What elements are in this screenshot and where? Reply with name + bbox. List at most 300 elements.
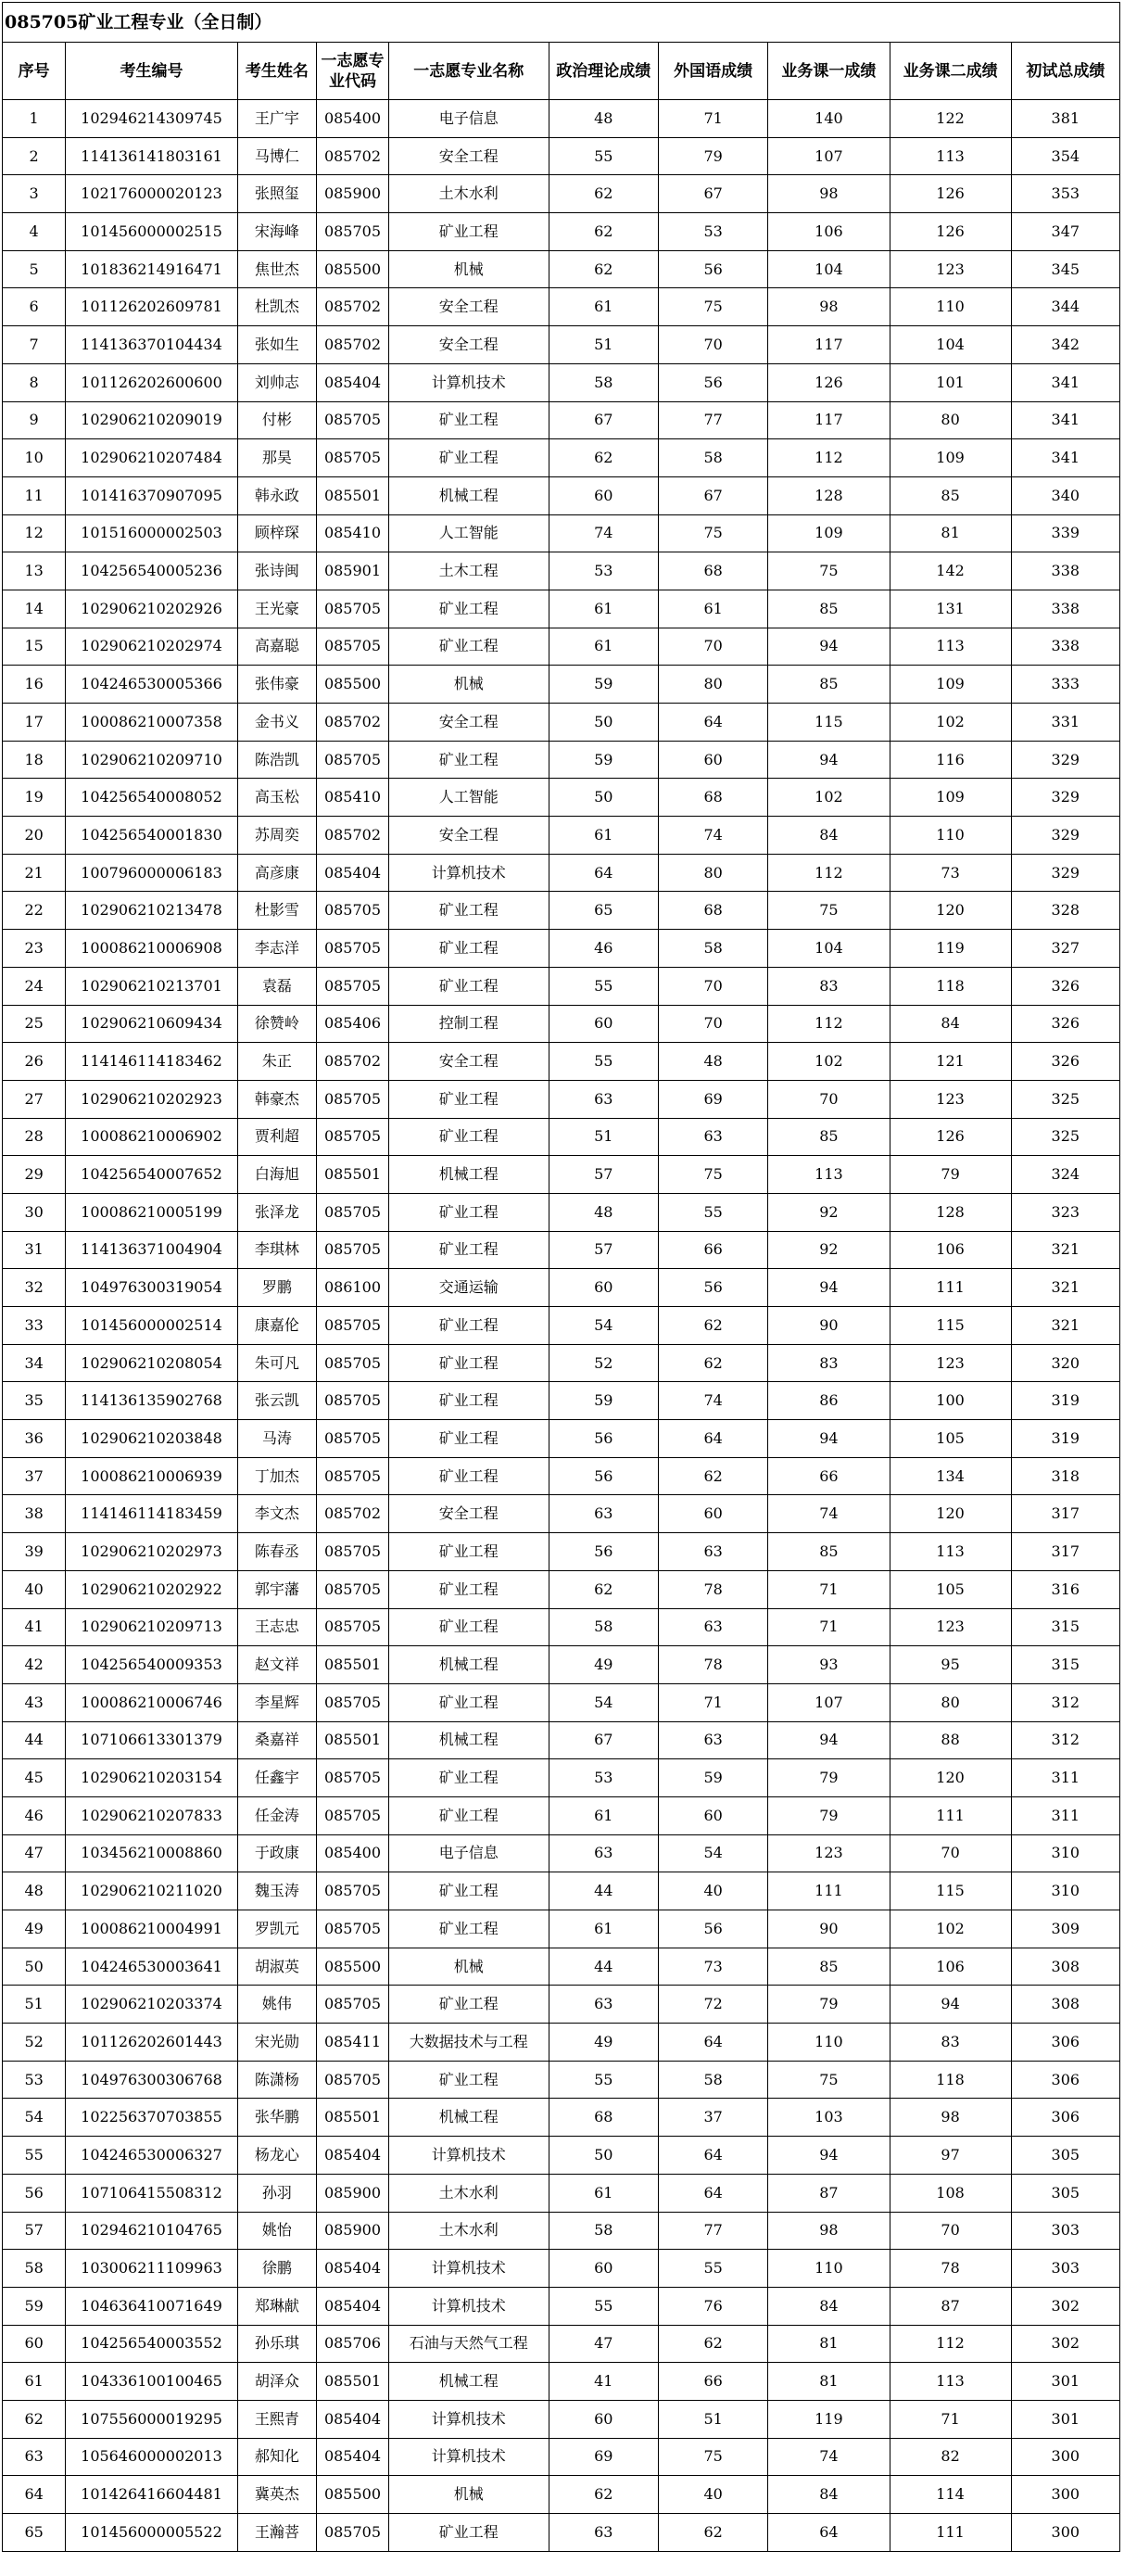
cell-politics: 59: [549, 741, 658, 779]
cell-major-name: 矿业工程: [388, 1382, 549, 1420]
table-row: [3, 476, 1120, 514]
cell-subject-two: 106: [890, 1948, 1011, 1986]
cell-major-name: 安全工程: [388, 288, 549, 326]
cell-total: 311: [1011, 1796, 1119, 1834]
cell-major-name: 机械工程: [388, 2363, 549, 2401]
cell-politics: 67: [549, 401, 658, 439]
cell-subject-one: 85: [768, 590, 890, 628]
cell-major-code: 085900: [317, 2212, 389, 2250]
cell-subject-two: 70: [890, 2212, 1011, 2250]
cell-total: 301: [1011, 2400, 1119, 2438]
cell-subject-two: 113: [890, 628, 1011, 666]
table-row: [3, 741, 1120, 779]
cell-name: 马博仁: [237, 137, 316, 175]
cell-subject-one: 126: [768, 363, 890, 401]
cell-name: 胡泽众: [237, 2363, 316, 2401]
table-row: [3, 2250, 1120, 2288]
cell-major-code: 085705: [317, 1307, 389, 1345]
cell-subject-one: 104: [768, 930, 890, 968]
cell-foreign-language: 66: [658, 1231, 767, 1269]
table-row: [3, 892, 1120, 930]
cell-index: 31: [3, 1231, 66, 1269]
cell-subject-one: 93: [768, 1646, 890, 1684]
cell-major-code: 085702: [317, 704, 389, 742]
header-col-exam-id: 考生编号: [66, 43, 238, 100]
cell-subject-one: 79: [768, 1759, 890, 1797]
cell-name: 张华鹏: [237, 2099, 316, 2137]
cell-total: 381: [1011, 100, 1119, 138]
cell-exam-id: 103456210008860: [66, 1834, 238, 1872]
cell-index: 49: [3, 1910, 66, 1948]
cell-name: 李文杰: [237, 1495, 316, 1533]
cell-name: 陈潇杨: [237, 2061, 316, 2099]
cell-major-name: 计算机技术: [388, 2400, 549, 2438]
cell-subject-two: 115: [890, 1872, 1011, 1910]
cell-politics: 61: [549, 817, 658, 855]
cell-index: 1: [3, 100, 66, 138]
cell-politics: 62: [549, 213, 658, 251]
cell-major-name: 矿业工程: [388, 628, 549, 666]
cell-index: 59: [3, 2287, 66, 2325]
cell-index: 36: [3, 1420, 66, 1458]
cell-major-name: 计算机技术: [388, 363, 549, 401]
cell-major-code: 085705: [317, 590, 389, 628]
cell-politics: 62: [549, 439, 658, 477]
cell-subject-one: 111: [768, 1872, 890, 1910]
cell-total: 326: [1011, 1043, 1119, 1081]
cell-exam-id: 101416370907095: [66, 476, 238, 514]
cell-politics: 64: [549, 854, 658, 892]
cell-total: 338: [1011, 590, 1119, 628]
cell-exam-id: 107106613301379: [66, 1721, 238, 1759]
cell-subject-one: 94: [768, 2137, 890, 2175]
cell-name: 朱可凡: [237, 1344, 316, 1382]
cell-major-name: 矿业工程: [388, 741, 549, 779]
cell-name: 朱正: [237, 1043, 316, 1081]
cell-politics: 68: [549, 2099, 658, 2137]
cell-subject-one: 128: [768, 476, 890, 514]
cell-total: 331: [1011, 704, 1119, 742]
cell-name: 孙羽: [237, 2174, 316, 2212]
cell-subject-two: 81: [890, 514, 1011, 552]
cell-index: 23: [3, 930, 66, 968]
cell-total: 300: [1011, 2438, 1119, 2476]
table-row: [3, 439, 1120, 477]
cell-name: 张诗闽: [237, 552, 316, 590]
cell-foreign-language: 66: [658, 2363, 767, 2401]
cell-politics: 55: [549, 1043, 658, 1081]
cell-politics: 60: [549, 1269, 658, 1307]
cell-major-code: 085411: [317, 2024, 389, 2062]
cell-politics: 56: [549, 1533, 658, 1571]
cell-name: 刘帅志: [237, 363, 316, 401]
cell-major-code: 085705: [317, 967, 389, 1005]
cell-major-name: 矿业工程: [388, 2514, 549, 2552]
cell-exam-id: 101836214916471: [66, 250, 238, 288]
cell-major-name: 矿业工程: [388, 892, 549, 930]
cell-subject-two: 142: [890, 552, 1011, 590]
cell-major-name: 石油与天然气工程: [388, 2325, 549, 2363]
page-title: 085705矿业工程专业（全日制）: [2, 2, 1120, 42]
cell-total: 341: [1011, 439, 1119, 477]
cell-politics: 63: [549, 1080, 658, 1118]
cell-major-code: 085705: [317, 628, 389, 666]
cell-index: 54: [3, 2099, 66, 2137]
cell-major-code: 085702: [317, 288, 389, 326]
cell-index: 7: [3, 326, 66, 364]
cell-politics: 61: [549, 2174, 658, 2212]
table-row: [3, 1005, 1120, 1043]
cell-foreign-language: 63: [658, 1608, 767, 1646]
cell-subject-two: 131: [890, 590, 1011, 628]
cell-name: 魏玉涛: [237, 1872, 316, 1910]
cell-total: 326: [1011, 967, 1119, 1005]
cell-major-code: 085705: [317, 1344, 389, 1382]
cell-name: 金书义: [237, 704, 316, 742]
cell-foreign-language: 55: [658, 2250, 767, 2288]
table-row: [3, 704, 1120, 742]
cell-major-code: 085900: [317, 2174, 389, 2212]
cell-name: 宋光勋: [237, 2024, 316, 2062]
cell-total: 300: [1011, 2476, 1119, 2514]
table-row: [3, 1872, 1120, 1910]
cell-foreign-language: 63: [658, 1721, 767, 1759]
cell-major-name: 矿业工程: [388, 1118, 549, 1156]
cell-total: 306: [1011, 2099, 1119, 2137]
cell-subject-one: 83: [768, 967, 890, 1005]
cell-exam-id: 104636410071649: [66, 2287, 238, 2325]
cell-foreign-language: 48: [658, 1043, 767, 1081]
cell-subject-one: 94: [768, 628, 890, 666]
cell-subject-one: 81: [768, 2363, 890, 2401]
table-row: [3, 1269, 1120, 1307]
cell-name: 李志洋: [237, 930, 316, 968]
cell-politics: 53: [549, 552, 658, 590]
table-row: [3, 779, 1120, 817]
cell-major-code: 085705: [317, 213, 389, 251]
cell-total: 310: [1011, 1872, 1119, 1910]
cell-exam-id: 100086210004991: [66, 1910, 238, 1948]
cell-index: 3: [3, 175, 66, 213]
cell-name: 王瀚菩: [237, 2514, 316, 2552]
cell-exam-id: 104976300306768: [66, 2061, 238, 2099]
table-row: [3, 552, 1120, 590]
cell-foreign-language: 76: [658, 2287, 767, 2325]
cell-subject-one: 84: [768, 2287, 890, 2325]
header-col-subject-one: 业务课一成绩: [768, 43, 890, 100]
cell-subject-one: 94: [768, 741, 890, 779]
cell-total: 347: [1011, 213, 1119, 251]
table-row: [3, 628, 1120, 666]
cell-total: 341: [1011, 363, 1119, 401]
cell-index: 50: [3, 1948, 66, 1986]
cell-major-name: 土木水利: [388, 2212, 549, 2250]
cell-exam-id: 102906210209713: [66, 1608, 238, 1646]
cell-subject-one: 107: [768, 137, 890, 175]
cell-index: 18: [3, 741, 66, 779]
cell-total: 326: [1011, 1005, 1119, 1043]
cell-total: 329: [1011, 854, 1119, 892]
cell-name: 杜凯杰: [237, 288, 316, 326]
cell-foreign-language: 70: [658, 326, 767, 364]
cell-name: 罗鹏: [237, 1269, 316, 1307]
cell-politics: 61: [549, 1910, 658, 1948]
cell-major-code: 085705: [317, 1533, 389, 1571]
cell-total: 339: [1011, 514, 1119, 552]
cell-subject-two: 78: [890, 2250, 1011, 2288]
cell-foreign-language: 79: [658, 137, 767, 175]
cell-total: 329: [1011, 817, 1119, 855]
cell-index: 17: [3, 704, 66, 742]
cell-subject-one: 79: [768, 1986, 890, 2024]
cell-politics: 57: [549, 1156, 658, 1194]
cell-major-name: 矿业工程: [388, 1872, 549, 1910]
cell-subject-two: 105: [890, 1570, 1011, 1608]
cell-exam-id: 100086210006902: [66, 1118, 238, 1156]
cell-politics: 62: [549, 2476, 658, 2514]
table-row: [3, 1307, 1120, 1345]
cell-subject-two: 110: [890, 288, 1011, 326]
cell-major-name: 计算机技术: [388, 2250, 549, 2288]
cell-major-name: 矿业工程: [388, 1608, 549, 1646]
cell-index: 26: [3, 1043, 66, 1081]
cell-subject-one: 70: [768, 1080, 890, 1118]
cell-index: 19: [3, 779, 66, 817]
table-row: [3, 1382, 1120, 1420]
cell-subject-one: 85: [768, 1533, 890, 1571]
cell-subject-two: 85: [890, 476, 1011, 514]
cell-index: 58: [3, 2250, 66, 2288]
cell-subject-one: 112: [768, 439, 890, 477]
cell-subject-one: 66: [768, 1457, 890, 1495]
table-row: [3, 1721, 1120, 1759]
cell-politics: 56: [549, 1457, 658, 1495]
cell-subject-two: 84: [890, 1005, 1011, 1043]
cell-exam-id: 100086210005199: [66, 1193, 238, 1231]
cell-foreign-language: 69: [658, 1080, 767, 1118]
cell-total: 345: [1011, 250, 1119, 288]
cell-major-code: 086100: [317, 1269, 389, 1307]
cell-major-name: 矿业工程: [388, 1570, 549, 1608]
cell-exam-id: 102906210202923: [66, 1080, 238, 1118]
table-row: [3, 2024, 1120, 2062]
cell-index: 47: [3, 1834, 66, 1872]
cell-name: 赵文祥: [237, 1646, 316, 1684]
cell-exam-id: 104256540003552: [66, 2325, 238, 2363]
cell-name: 胡淑英: [237, 1948, 316, 1986]
cell-total: 305: [1011, 2137, 1119, 2175]
cell-subject-one: 140: [768, 100, 890, 138]
cell-exam-id: 102906210209019: [66, 401, 238, 439]
cell-index: 37: [3, 1457, 66, 1495]
cell-foreign-language: 64: [658, 2174, 767, 2212]
table-row: [3, 1156, 1120, 1194]
cell-subject-two: 104: [890, 326, 1011, 364]
cell-major-name: 矿业工程: [388, 967, 549, 1005]
cell-politics: 60: [549, 2250, 658, 2288]
cell-major-code: 085702: [317, 1495, 389, 1533]
table-body: [3, 100, 1120, 2552]
cell-foreign-language: 58: [658, 2061, 767, 2099]
cell-exam-id: 102906210203848: [66, 1420, 238, 1458]
table-row: [3, 2061, 1120, 2099]
cell-exam-id: 103006211109963: [66, 2250, 238, 2288]
cell-major-code: 085705: [317, 1457, 389, 1495]
cell-foreign-language: 51: [658, 2400, 767, 2438]
table-row: [3, 1457, 1120, 1495]
cell-subject-two: 71: [890, 2400, 1011, 2438]
cell-major-name: 电子信息: [388, 1834, 549, 1872]
cell-name: 于政康: [237, 1834, 316, 1872]
cell-subject-one: 75: [768, 892, 890, 930]
cell-exam-id: 102906210202973: [66, 1533, 238, 1571]
cell-total: 305: [1011, 2174, 1119, 2212]
cell-subject-two: 120: [890, 1495, 1011, 1533]
cell-subject-one: 123: [768, 1834, 890, 1872]
cell-major-code: 085901: [317, 552, 389, 590]
cell-exam-id: 101456000002515: [66, 213, 238, 251]
cell-foreign-language: 64: [658, 2024, 767, 2062]
cell-foreign-language: 70: [658, 967, 767, 1005]
cell-index: 5: [3, 250, 66, 288]
cell-major-code: 085404: [317, 2438, 389, 2476]
table-row: [3, 1570, 1120, 1608]
cell-politics: 61: [549, 1796, 658, 1834]
cell-total: 308: [1011, 1948, 1119, 1986]
cell-name: 袁磊: [237, 967, 316, 1005]
cell-major-code: 085404: [317, 2250, 389, 2288]
cell-major-code: 085501: [317, 2363, 389, 2401]
cell-subject-one: 74: [768, 1495, 890, 1533]
cell-foreign-language: 70: [658, 1005, 767, 1043]
cell-index: 28: [3, 1118, 66, 1156]
cell-major-code: 085410: [317, 779, 389, 817]
cell-major-name: 矿业工程: [388, 1986, 549, 2024]
cell-politics: 46: [549, 930, 658, 968]
cell-exam-id: 107106415508312: [66, 2174, 238, 2212]
cell-foreign-language: 75: [658, 1156, 767, 1194]
cell-major-name: 机械工程: [388, 2099, 549, 2137]
cell-foreign-language: 60: [658, 1495, 767, 1533]
cell-politics: 62: [549, 1570, 658, 1608]
cell-exam-id: 105646000002013: [66, 2438, 238, 2476]
cell-major-name: 大数据技术与工程: [388, 2024, 549, 2062]
cell-subject-two: 100: [890, 1382, 1011, 1420]
cell-major-code: 085501: [317, 2099, 389, 2137]
cell-subject-one: 106: [768, 213, 890, 251]
cell-index: 29: [3, 1156, 66, 1194]
cell-subject-one: 98: [768, 175, 890, 213]
cell-politics: 49: [549, 1646, 658, 1684]
cell-politics: 49: [549, 2024, 658, 2062]
cell-politics: 41: [549, 2363, 658, 2401]
cell-index: 14: [3, 590, 66, 628]
cell-total: 303: [1011, 2212, 1119, 2250]
cell-politics: 63: [549, 1834, 658, 1872]
cell-subject-one: 113: [768, 1156, 890, 1194]
cell-subject-one: 86: [768, 1382, 890, 1420]
cell-exam-id: 100086210007358: [66, 704, 238, 742]
cell-major-name: 机械工程: [388, 1721, 549, 1759]
cell-major-name: 矿业工程: [388, 1457, 549, 1495]
cell-politics: 44: [549, 1948, 658, 1986]
cell-subject-two: 70: [890, 1834, 1011, 1872]
cell-subject-two: 118: [890, 2061, 1011, 2099]
cell-index: 10: [3, 439, 66, 477]
cell-subject-two: 87: [890, 2287, 1011, 2325]
cell-major-name: 计算机技术: [388, 2287, 549, 2325]
cell-politics: 63: [549, 1495, 658, 1533]
cell-major-name: 交通运输: [388, 1269, 549, 1307]
cell-total: 321: [1011, 1231, 1119, 1269]
table-header-row: [3, 43, 1120, 100]
cell-index: 34: [3, 1344, 66, 1382]
cell-subject-two: 123: [890, 1608, 1011, 1646]
cell-major-name: 安全工程: [388, 817, 549, 855]
cell-exam-id: 102906210202926: [66, 590, 238, 628]
cell-subject-two: 119: [890, 930, 1011, 968]
cell-subject-one: 75: [768, 552, 890, 590]
table-row: [3, 288, 1120, 326]
cell-foreign-language: 77: [658, 2212, 767, 2250]
score-list-page: [2, 2, 1120, 2552]
cell-total: 316: [1011, 1570, 1119, 1608]
cell-total: 317: [1011, 1533, 1119, 1571]
cell-subject-one: 98: [768, 288, 890, 326]
cell-exam-id: 104256540009353: [66, 1646, 238, 1684]
cell-exam-id: 102946210104765: [66, 2212, 238, 2250]
cell-name: 高嘉聪: [237, 628, 316, 666]
cell-name: 郑琳献: [237, 2287, 316, 2325]
cell-politics: 69: [549, 2438, 658, 2476]
cell-index: 65: [3, 2514, 66, 2552]
table-row: [3, 250, 1120, 288]
cell-subject-one: 85: [768, 666, 890, 704]
cell-name: 马涛: [237, 1420, 316, 1458]
cell-exam-id: 101456000005522: [66, 2514, 238, 2552]
cell-name: 张伟豪: [237, 666, 316, 704]
cell-subject-two: 105: [890, 1420, 1011, 1458]
cell-politics: 60: [549, 1005, 658, 1043]
cell-politics: 52: [549, 1344, 658, 1382]
cell-major-code: 085702: [317, 137, 389, 175]
cell-exam-id: 101126202601443: [66, 2024, 238, 2062]
table-row: [3, 2400, 1120, 2438]
cell-subject-two: 108: [890, 2174, 1011, 2212]
cell-index: 38: [3, 1495, 66, 1533]
cell-exam-id: 101456000002514: [66, 1307, 238, 1345]
cell-subject-two: 122: [890, 100, 1011, 138]
cell-subject-one: 75: [768, 2061, 890, 2099]
table-row: [3, 1420, 1120, 1458]
cell-foreign-language: 74: [658, 1382, 767, 1420]
table-row: [3, 1683, 1120, 1721]
cell-total: 315: [1011, 1608, 1119, 1646]
cell-politics: 50: [549, 704, 658, 742]
cell-foreign-language: 64: [658, 704, 767, 742]
table-row: [3, 1796, 1120, 1834]
cell-name: 苏周奕: [237, 817, 316, 855]
cell-foreign-language: 77: [658, 401, 767, 439]
cell-exam-id: 102906210202974: [66, 628, 238, 666]
cell-politics: 54: [549, 1683, 658, 1721]
cell-foreign-language: 62: [658, 1457, 767, 1495]
cell-major-code: 085404: [317, 2287, 389, 2325]
cell-subject-two: 126: [890, 213, 1011, 251]
cell-major-name: 机械工程: [388, 1646, 549, 1684]
header-col-index: 序号: [3, 43, 66, 100]
cell-politics: 55: [549, 137, 658, 175]
